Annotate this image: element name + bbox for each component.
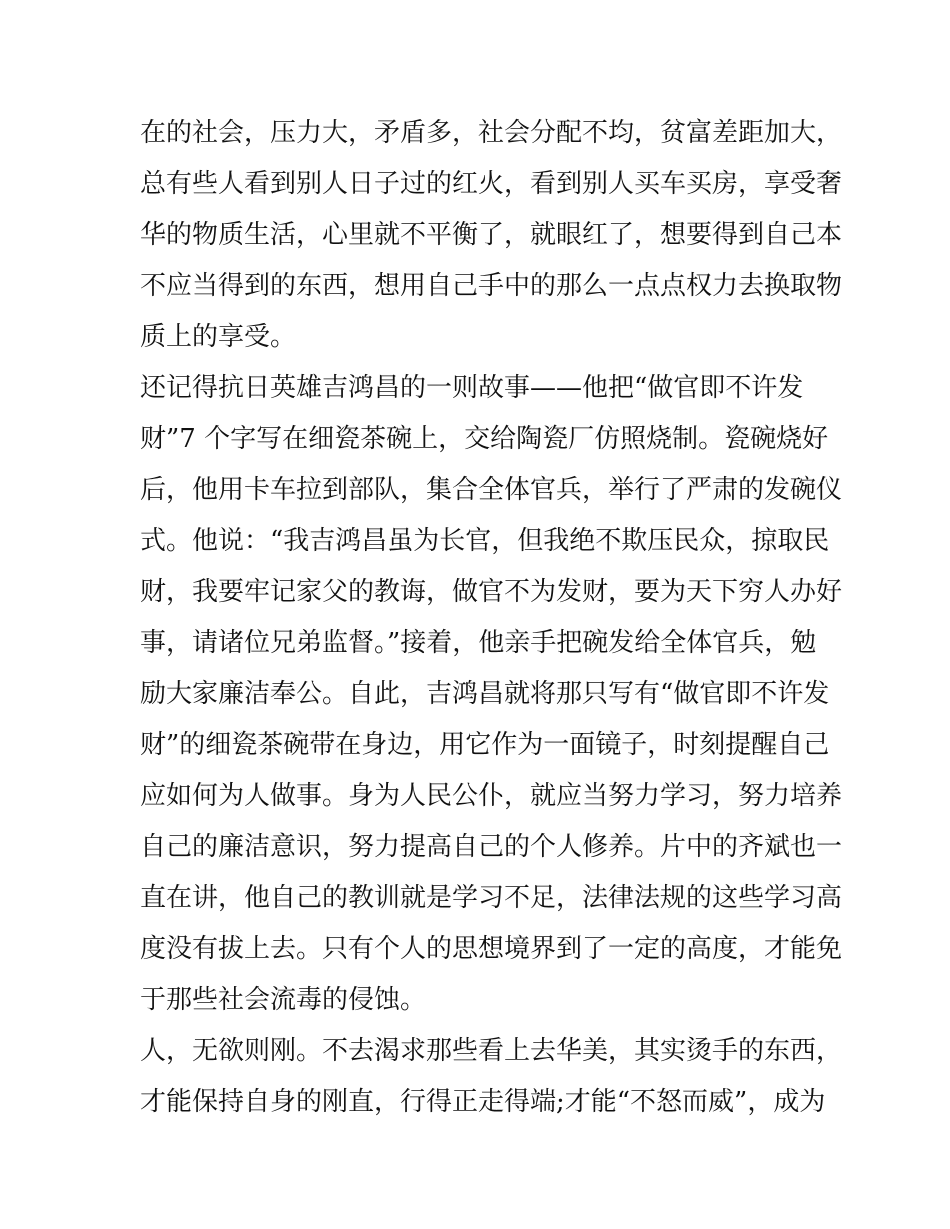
text-line: 于那些社会流毒的侵蚀。 xyxy=(140,985,427,1015)
text-line: 财”7 个字写在细瓷茶碗上，交给陶瓷厂仿照烧制。瓷碗烧好 xyxy=(140,424,829,454)
text-line: 后，他用卡车拉到部队，集合全体官兵，举行了严肃的发碗仪 xyxy=(140,475,843,505)
text-line: 还记得抗日英雄吉鸿昌的一则故事——他把“做官即不许发 xyxy=(140,373,804,403)
text-line: 质上的享受。 xyxy=(140,322,297,352)
text-line: 财，我要牢记家父的教诲，做官不为发财，要为天下穷人办好 xyxy=(140,577,843,607)
text-line: 华的物质生活，心里就不平衡了，就眼红了，想要得到自己本 xyxy=(140,220,843,250)
text-line: 在的社会，压力大，矛盾多，社会分配不均，贫富差距加大， xyxy=(140,118,843,148)
text-line: 自己的廉洁意识，努力提高自己的个人修养。片中的齐斌也一 xyxy=(140,832,843,862)
text-line: 不应当得到的东西，想用自己手中的那么一点点权力去换取物 xyxy=(140,271,843,301)
text-line: 励大家廉洁奉公。自此，吉鸿昌就将那只写有“做官即不许发 xyxy=(140,679,830,709)
text-line: 应如何为人做事。身为人民公仆，就应当努力学习，努力培养 xyxy=(140,781,843,811)
text-line: 才能保持自身的刚直，行得正走得端;才能“不怒而威”，成为 xyxy=(140,1087,826,1117)
text-line: 财”的细瓷茶碗带在身边，用它作为一面镜子，时刻提醒自己 xyxy=(140,730,830,760)
text-line: 总有些人看到别人日子过的红火，看到别人买车买房，享受奢 xyxy=(140,169,843,199)
text-line: 直在讲，他自己的教训就是学习不足，法律法规的这些学习高 xyxy=(140,883,843,913)
text-line: 人，无欲则刚。不去渴求那些看上去华美，其实烫手的东西， xyxy=(140,1036,843,1066)
text-line: 式。他说：“我吉鸿昌虽为长官，但我绝不欺压民众，掠取民 xyxy=(140,526,830,556)
text-line: 度没有拔上去。只有个人的思想境界到了一定的高度，才能免 xyxy=(140,934,843,964)
text-line: 事，请诸位兄弟监督。”接着，他亲手把碗发给全体官兵，勉 xyxy=(140,628,817,658)
body-text xyxy=(140,108,843,1128)
